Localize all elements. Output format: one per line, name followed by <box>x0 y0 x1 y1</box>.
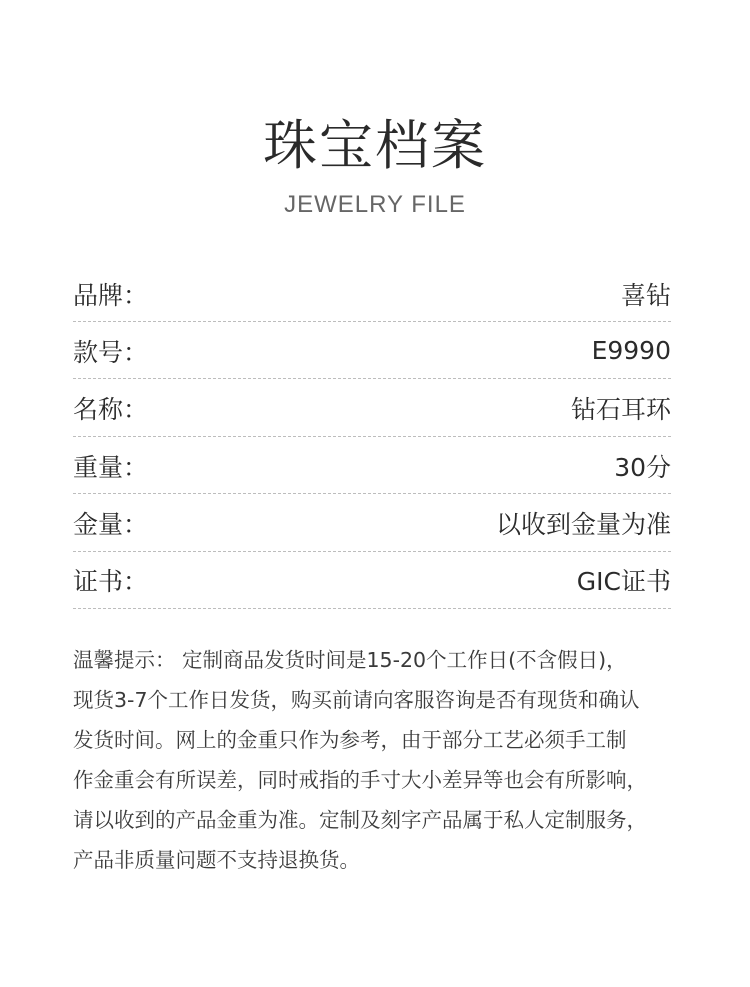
notice-text <box>73 640 673 880</box>
notice-line: 现货3-7个工作日发货，购买前请向客服咨询是否有现货和确认 <box>73 688 640 712</box>
info-row-gold-weight <box>73 496 671 552</box>
gold-weight-label: 金量： <box>73 510 149 540</box>
name-value: 钻石耳环 <box>570 395 671 425</box>
style-number-value: E9990 <box>591 336 671 366</box>
certificate-value: GIC证书 <box>576 567 671 597</box>
certificate-label: 证书： <box>73 567 149 597</box>
product-info-table <box>73 266 671 610</box>
info-row-brand <box>73 266 671 322</box>
weight-value: 30分 <box>614 452 671 482</box>
info-row-style-number <box>73 323 671 379</box>
weight-label: 重量： <box>73 452 149 482</box>
notice-line: 作金重会有所误差，同时戒指的手寸大小差异等也会有所影响， <box>73 768 647 792</box>
brand-value: 喜钻 <box>620 280 671 310</box>
page-subtitle: JEWELRY FILE <box>284 191 466 218</box>
notice-line: 温馨提示： 定制商品发货时间是15-20个工作日(不含假日)， <box>73 648 627 672</box>
notice-line: 发货时间。网上的金重只作为参考，由于部分工艺必须手工制 <box>73 728 627 752</box>
style-number-label: 款号： <box>73 337 149 367</box>
notice-line: 请以收到的产品金重为准。定制及刻字产品属于私人定制服务， <box>73 808 647 832</box>
name-label: 名称： <box>73 395 149 425</box>
info-row-name <box>73 381 671 437</box>
info-row-certificate <box>73 553 671 609</box>
page-title: 珠宝档案 <box>263 114 487 177</box>
info-row-weight <box>73 438 671 494</box>
notice-line: 产品非质量问题不支持退换货。 <box>73 848 360 872</box>
page-header <box>0 112 750 220</box>
gold-weight-value: 以收到金量为准 <box>495 510 671 540</box>
brand-label: 品牌： <box>73 280 149 310</box>
